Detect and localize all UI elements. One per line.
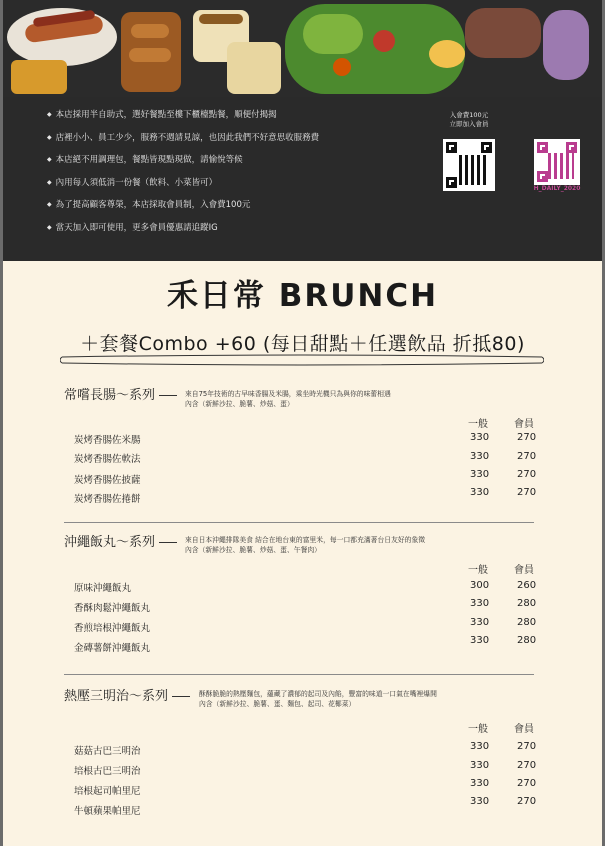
regular-price: 330 bbox=[470, 469, 490, 480]
regular-price: 330 bbox=[470, 741, 490, 752]
col-regular: 一般 bbox=[468, 419, 488, 430]
combo-offer: ＋套餐Combo +60 (每日甜點＋任選飲品 折抵80) bbox=[80, 333, 525, 355]
section-includes: 內含（新鮮沙拉、脆薯、炒菇、蛋） bbox=[185, 400, 294, 408]
member-price: 270 bbox=[517, 451, 537, 462]
regular-price: 330 bbox=[470, 760, 490, 771]
section-desc-line: 酥酥脆脆的熱壓麵包，蘊藏了濃郁的起司及內餡，豐富的味道一口氣在嘴裡爆開 bbox=[199, 690, 437, 698]
instagram-qr-code-icon[interactable] bbox=[534, 139, 580, 185]
rule-item: ◆ 店裡小小、員工少少，服務不週請見諒，也因此我們不好意思收服務費 bbox=[47, 133, 319, 156]
regular-price: 330 bbox=[470, 487, 490, 498]
regular-price: 330 bbox=[470, 778, 490, 789]
member-price: 270 bbox=[517, 741, 537, 752]
rule-item: ◆ 本店絕不用調理包，餐點皆現點現做，請愉悅等候 bbox=[47, 155, 319, 178]
menu-item: 金磚薯餅沖繩飯丸 bbox=[74, 643, 151, 654]
regular-price: 300 bbox=[470, 580, 490, 591]
regular-price: 330 bbox=[470, 451, 490, 462]
section-includes: 內含（新鮮沙拉、脆薯、炒菇、蛋、午餐肉） bbox=[185, 546, 321, 554]
regular-price: 330 bbox=[470, 617, 490, 628]
section-description bbox=[185, 535, 425, 555]
section-includes: 內含（新鮮沙拉、脆薯、蛋、麵包、起司、花椰菜） bbox=[199, 700, 356, 708]
col-member: 會員 bbox=[514, 724, 534, 735]
col-regular: 一般 bbox=[468, 565, 488, 576]
membership-fee-text: 入會費100元 bbox=[449, 111, 489, 119]
regular-price: 330 bbox=[470, 598, 490, 609]
wavy-underline bbox=[60, 353, 544, 367]
join-now-text: 立即加入會員 bbox=[449, 120, 489, 128]
menu-item: 香酥肉鬆沖繩飯丸 bbox=[74, 603, 151, 614]
section-desc-line: 來自日本沖繩排隊美食 結合在地台東的富里米，每一口都充滿著台日友好的象徵 bbox=[185, 536, 426, 544]
section-title: 常嚐長腸～系列 bbox=[64, 384, 177, 403]
info-panel bbox=[3, 97, 602, 261]
regular-price: 330 bbox=[470, 432, 490, 443]
member-price: 270 bbox=[517, 796, 537, 807]
house-rules bbox=[47, 110, 319, 246]
food-photo bbox=[3, 0, 602, 97]
membership-label bbox=[443, 111, 495, 129]
col-member: 會員 bbox=[514, 419, 534, 430]
rule-item: ◆ 本店採用半自助式，選好餐點至樓下櫃檯點餐，順便付揭揭 bbox=[47, 110, 319, 133]
member-price: 270 bbox=[517, 487, 537, 498]
regular-price: 330 bbox=[470, 635, 490, 646]
menu-item: 原味沖繩飯丸 bbox=[74, 583, 132, 594]
section-title: 熱壓三明治～系列 bbox=[64, 685, 190, 704]
member-price: 270 bbox=[517, 760, 537, 771]
section-description bbox=[199, 689, 437, 709]
member-price: 270 bbox=[517, 432, 537, 443]
menu-item: 炭烤香腸佐捲餅 bbox=[74, 494, 141, 505]
menu-item: 香煎培根沖繩飯丸 bbox=[74, 623, 151, 634]
member-price: 270 bbox=[517, 778, 537, 789]
member-price: 270 bbox=[517, 469, 537, 480]
regular-price: 330 bbox=[470, 796, 490, 807]
menu-item: 炭烤香腸佐軟法 bbox=[74, 454, 141, 465]
menu-item: 牛頓蘋果帕里尼 bbox=[74, 806, 141, 817]
col-member: 會員 bbox=[514, 565, 534, 576]
membership-qr-code-icon[interactable] bbox=[443, 139, 495, 191]
menu-item: 炭烤香腸佐米腸 bbox=[74, 435, 141, 446]
section-desc-line: 來自75年技術的古早味香腸及米腸，乘坐時光機只為與你的味蕾相遇 bbox=[185, 390, 391, 398]
member-price: 280 bbox=[517, 635, 537, 646]
menu-item: 炭烤香腸佐披薩 bbox=[74, 475, 141, 486]
section-divider bbox=[64, 522, 534, 523]
section-divider bbox=[64, 674, 534, 675]
menu-item: 菇菇古巴三明治 bbox=[74, 746, 141, 757]
rule-item: ◆ 為了提高顧客尊榮，本店採取會員制，入會費100元 bbox=[47, 200, 319, 223]
section-description bbox=[185, 389, 391, 409]
member-price: 280 bbox=[517, 598, 537, 609]
menu-title: 禾日常 BRUNCH bbox=[166, 278, 439, 314]
menu-item: 培根起司帕里尼 bbox=[74, 786, 141, 797]
member-price: 260 bbox=[517, 580, 537, 591]
rule-item: ◆ 內用每人須低消一份餐（飲料、小菜皆可） bbox=[47, 178, 319, 201]
rule-item: ◆ 當天加入即可使用，更多會員優惠請追蹤IG bbox=[47, 223, 319, 246]
menu-item: 培根古巴三明治 bbox=[74, 766, 141, 777]
instagram-handle: H_DAILY_2020 bbox=[533, 185, 581, 192]
member-price: 280 bbox=[517, 617, 537, 628]
col-regular: 一般 bbox=[468, 724, 488, 735]
section-title: 沖繩飯丸～系列 bbox=[64, 531, 177, 550]
